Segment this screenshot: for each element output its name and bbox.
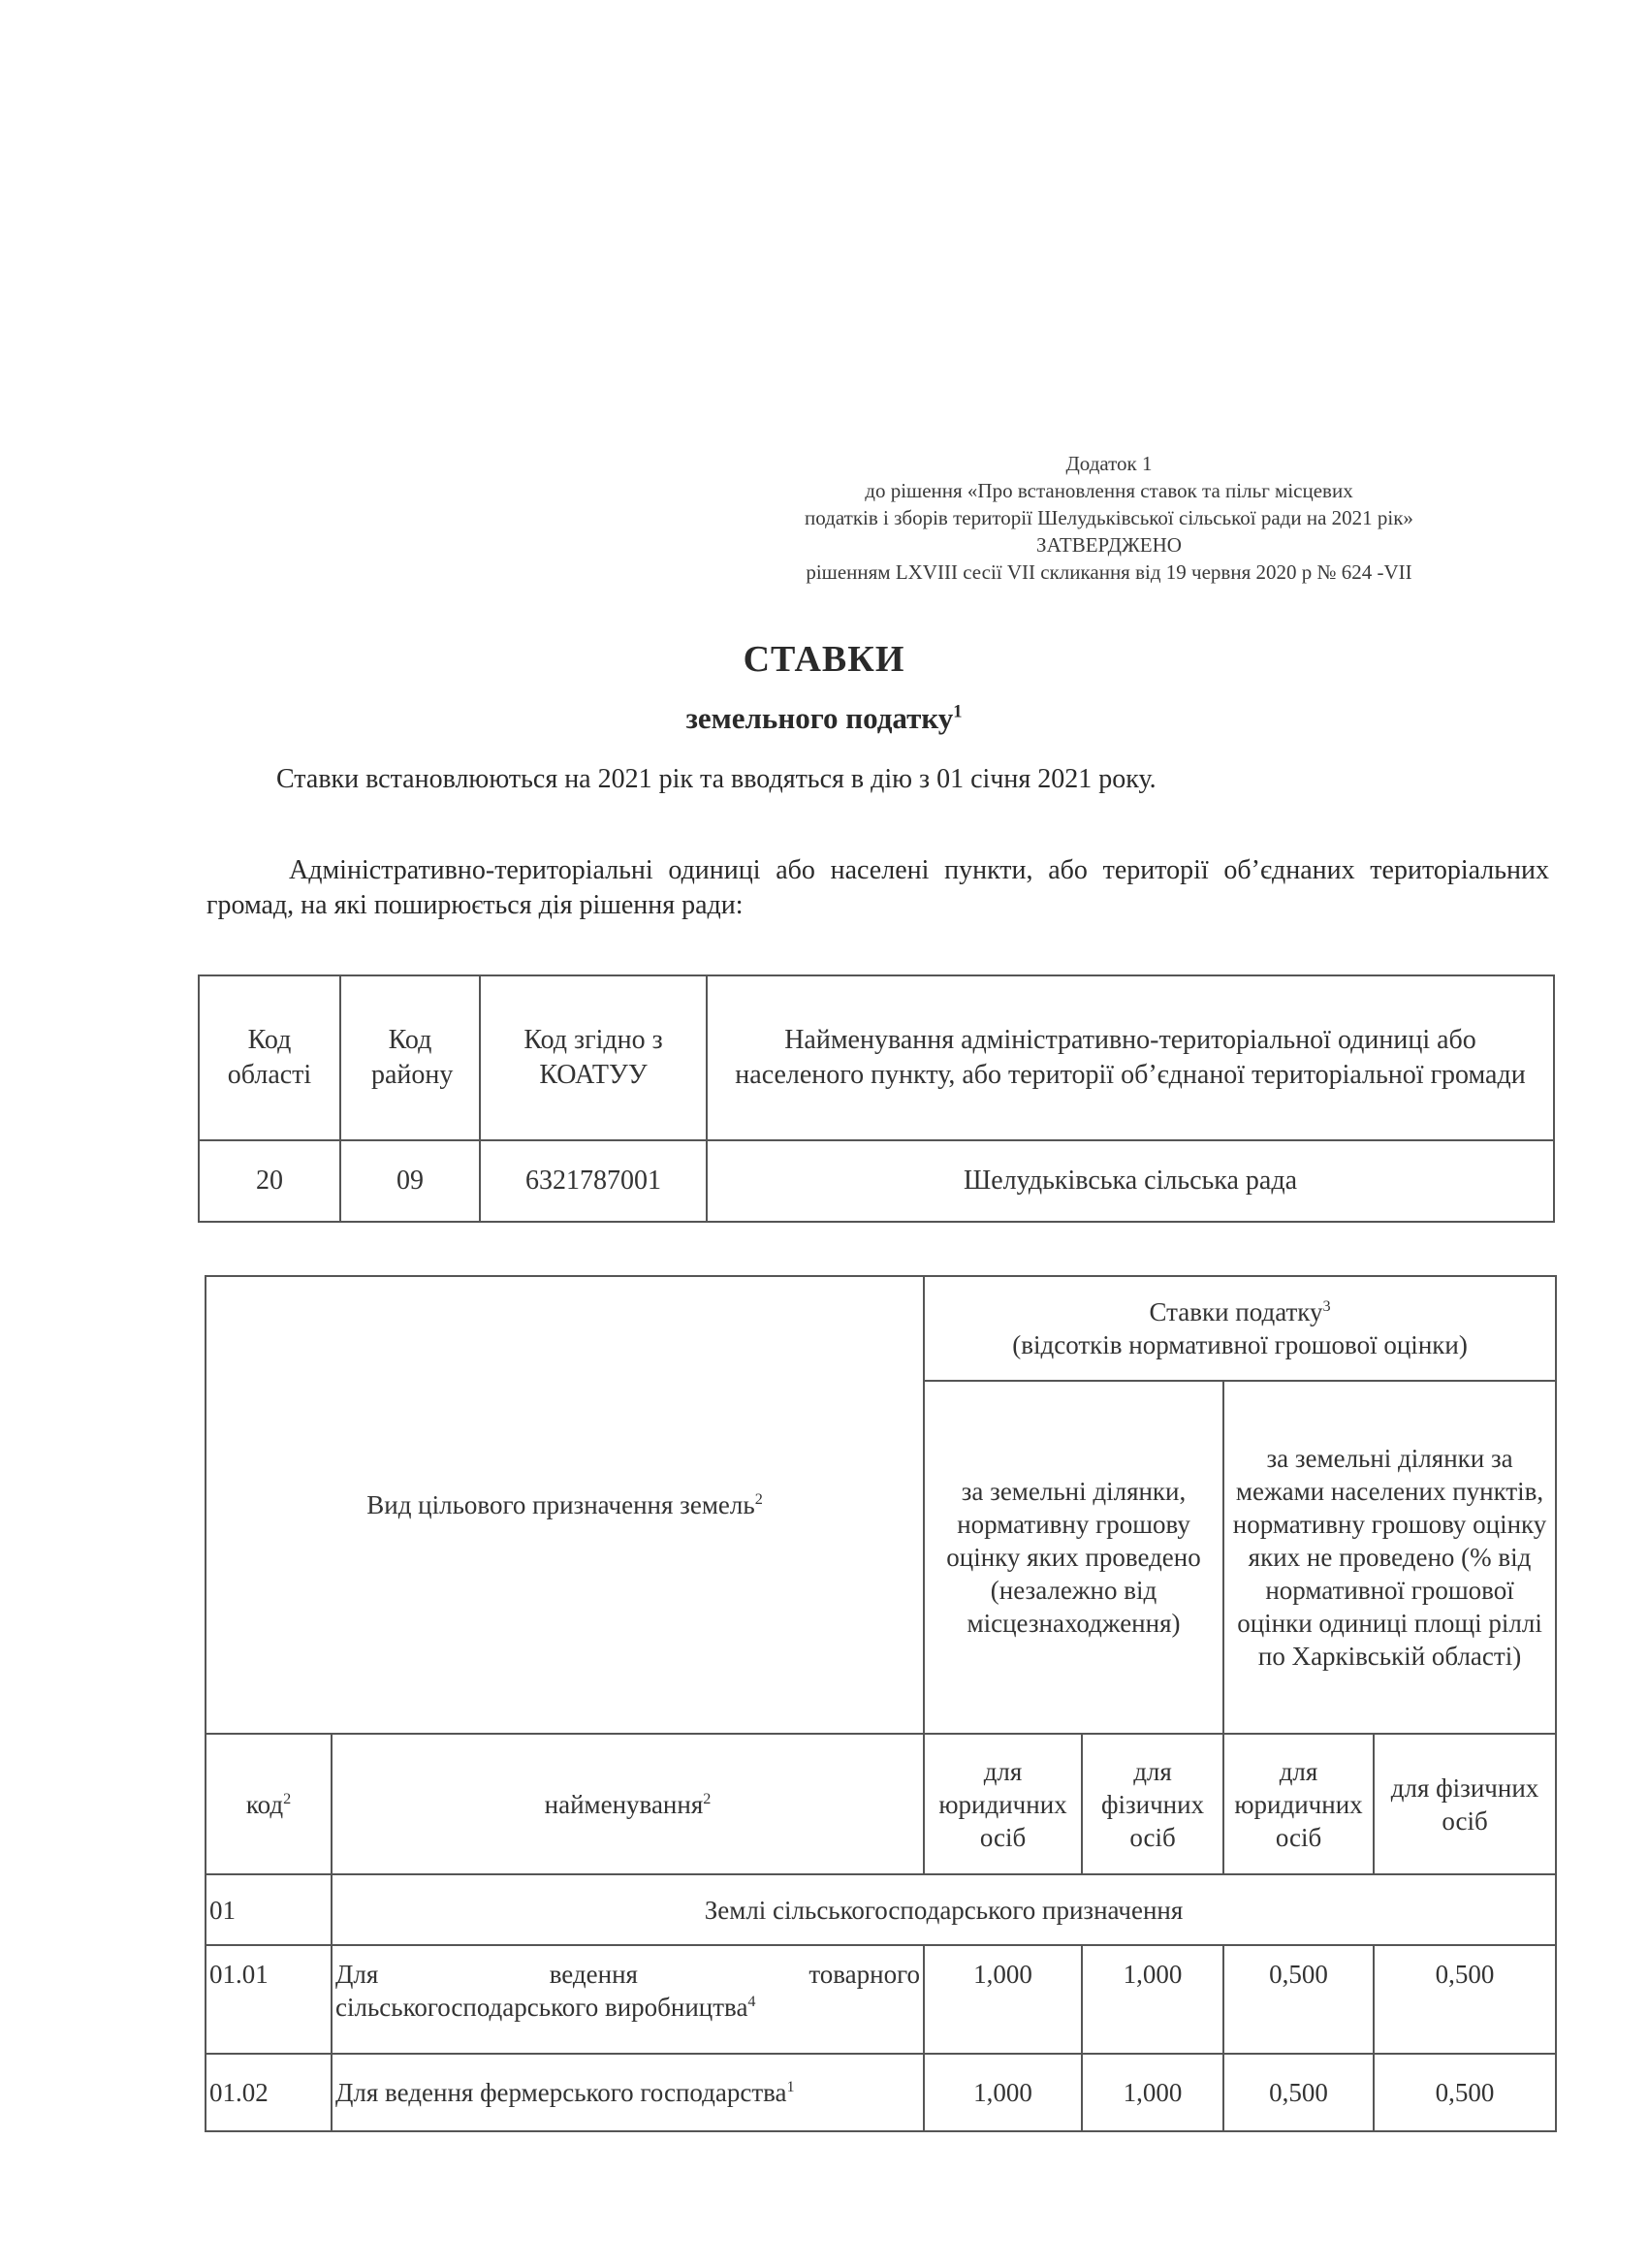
cell-name: Для ведення фермерського господарства$^1$ xyxy=(332,2054,924,2131)
cell-rate-legal-not-assessed: 0,500 xyxy=(1223,1945,1374,2054)
header-name: найменування$^2$ xyxy=(332,1734,924,1874)
table-header-row xyxy=(206,1276,1556,1381)
header-land-purpose: Вид цільового призначення земель$^2$ xyxy=(206,1276,924,1734)
footnote-mark: 1 xyxy=(953,701,963,722)
cell-rate-legal-not-assessed: 0,500 xyxy=(1223,2054,1374,2131)
header-assessed-plots: за земельні ділянки, нормативну грошову оцінку яких проведено (незалежно від місцезнаходження) xyxy=(924,1381,1223,1734)
footnote-mark: 2 xyxy=(754,1490,763,1508)
cell-rate-individual-not-assessed: 0,500 xyxy=(1374,2054,1556,2131)
cell-region-code: 20 xyxy=(199,1140,340,1222)
subtitle-text: земельного податку xyxy=(685,701,954,735)
cell-rate-individual-not-assessed: 0,500 xyxy=(1374,1945,1556,2054)
cell-section-name: Землі сільськогосподарського призначення xyxy=(332,1874,1556,1945)
header-district-code: Код району xyxy=(340,975,480,1140)
footnote-mark: 2 xyxy=(283,1789,292,1807)
annex-number: Додаток 1 xyxy=(1065,452,1153,475)
cell-district-code: 09 xyxy=(340,1140,480,1222)
header-tax-rates: Ставки податку$^3$ (відсотків нормативної грошової оцінки) xyxy=(924,1276,1556,1381)
cell-rate-legal-assessed: 1,000 xyxy=(924,1945,1082,2054)
cell-koatuu-code: 6321787001 xyxy=(480,1140,707,1222)
annex-decision-ref-cont: податків і зборів території Шелудьківської сільської ради на 2021 рік» xyxy=(805,506,1413,529)
footnote-mark: 2 xyxy=(703,1789,712,1807)
footnote-mark: 1 xyxy=(786,2078,795,2095)
cell-code: 01.02 xyxy=(206,2054,332,2131)
territorial-units-paragraph: Адміністративно-територіальні одиниці або населені пункти, або території об’єднаних територіальних громад, на які поширюється дія рішення ради: xyxy=(206,855,1549,920)
document-subtitle xyxy=(0,701,1648,736)
table-header-row xyxy=(206,1734,1556,1874)
header-region-code: Код області xyxy=(199,975,340,1140)
table-row xyxy=(199,1140,1554,1222)
cell-rate-individual-assessed: 1,000 xyxy=(1082,2054,1223,2131)
footnote-mark: 4 xyxy=(747,1993,756,2010)
cell-name: Для ведення товарного сільськогосподарського виробництва$^4$ xyxy=(332,1945,924,2054)
annex-header xyxy=(673,450,1545,586)
header-unit-name: Найменування адміністративно-територіальної одиниці або населеного пункту, або території об’єднаної територіальної громади xyxy=(707,975,1554,1140)
annex-approved: ЗАТВЕРДЖЕНО xyxy=(1036,533,1182,557)
document-title: СТАВКИ xyxy=(743,639,905,680)
cell-rate-legal-assessed: 1,000 xyxy=(924,2054,1082,2131)
rates-effective-paragraph: Ставки встановлюються на 2021 рік та вводяться в дію з 01 січня 2021 року. xyxy=(276,764,1157,794)
header-not-assessed-plots: за земельні ділянки за межами населених пунктів, нормативну грошову оцінку яких не проведено (% від нормативної грошової оцінки одиниці площі ріллі по Харківській області) xyxy=(1223,1381,1556,1734)
header-code: код$^2$ xyxy=(206,1734,332,1874)
cell-rate-individual-assessed: 1,000 xyxy=(1082,1945,1223,2054)
annex-decision-ref: до рішення «Про встановлення ставок та пільг місцевих xyxy=(865,479,1353,502)
territorial-units-table xyxy=(198,974,1555,1223)
annex-session-ref: рішенням LXVIII сесії VII скликання від 19 червня 2020 р № 624 -VII xyxy=(806,560,1412,584)
header-individual-assessed: для фізичних осіб xyxy=(1082,1734,1223,1874)
header-legal-assessed: для юридичних осіб xyxy=(924,1734,1082,1874)
cell-code: 01 xyxy=(206,1874,332,1945)
footnote-mark: 3 xyxy=(1322,1297,1331,1315)
table-row xyxy=(206,1874,1556,1945)
cell-code: 01.01 xyxy=(206,1945,332,2054)
header-koatuu-code: Код згідно з КОАТУУ xyxy=(480,975,707,1140)
header-legal-not-assessed: для юридичних осіб xyxy=(1223,1734,1374,1874)
table-row xyxy=(206,2054,1556,2131)
header-individual-not-assessed: для фізичних осіб xyxy=(1374,1734,1556,1874)
table-header-row xyxy=(199,975,1554,1140)
land-tax-rates-table xyxy=(205,1275,1557,2132)
cell-unit-name: Шелудьківська сільська рада xyxy=(707,1140,1554,1222)
table-row xyxy=(206,1945,1556,2054)
